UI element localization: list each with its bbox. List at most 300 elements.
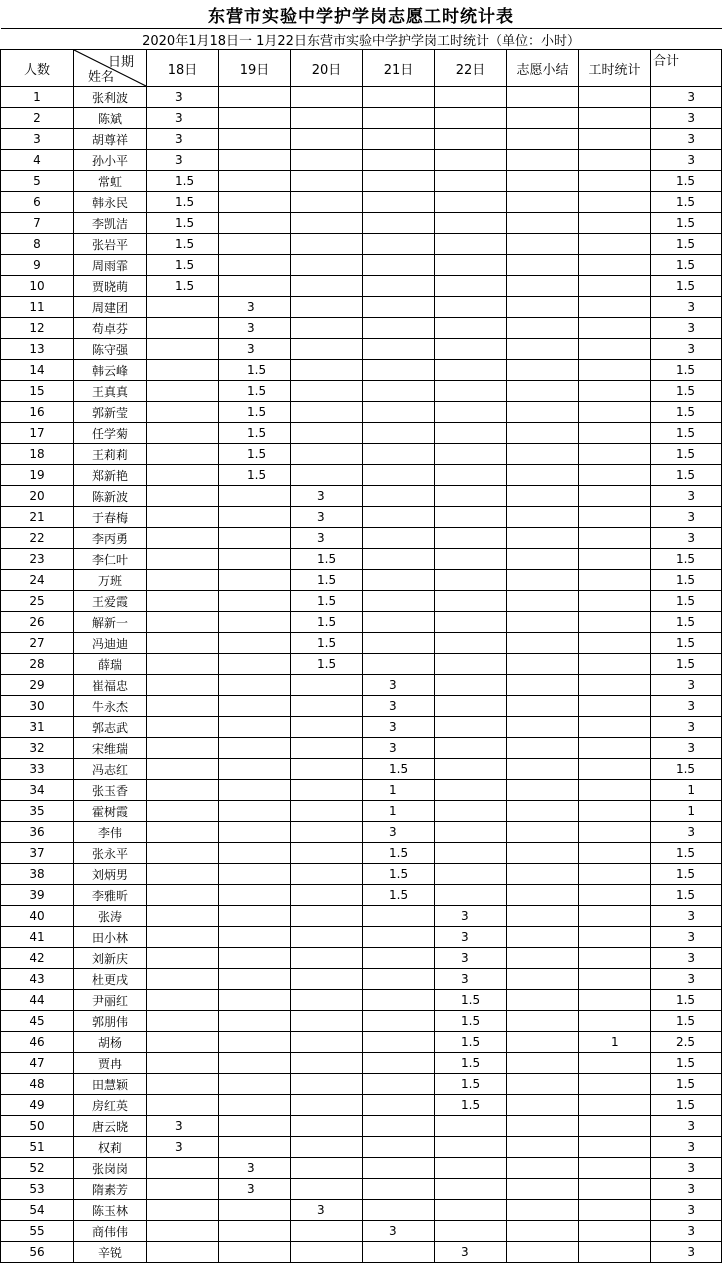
cell-summary	[507, 528, 579, 549]
cell-d18	[147, 1158, 219, 1179]
cell-d22	[435, 528, 507, 549]
cell-d21	[363, 1116, 435, 1137]
cell-hours	[579, 486, 651, 507]
cell-d21: 3	[363, 717, 435, 738]
cell-d20	[291, 171, 363, 192]
cell-d18	[147, 444, 219, 465]
cell-d22	[435, 1158, 507, 1179]
cell-d22	[435, 759, 507, 780]
row-name: 刘新庆	[74, 948, 147, 969]
cell-hours	[579, 1200, 651, 1221]
cell-d20	[291, 129, 363, 150]
cell-hours	[579, 927, 651, 948]
cell-d20: 1.5	[291, 612, 363, 633]
row-index: 13	[1, 339, 74, 360]
cell-d19	[219, 696, 291, 717]
row-name: 贾冉	[74, 1053, 147, 1074]
table-row	[1, 801, 722, 822]
cell-d21	[363, 423, 435, 444]
cell-d19	[219, 948, 291, 969]
cell-d18	[147, 843, 219, 864]
table-row	[1, 150, 722, 171]
cell-d18	[147, 1200, 219, 1221]
row-name: 张永平	[74, 843, 147, 864]
row-index: 28	[1, 654, 74, 675]
cell-d22	[435, 801, 507, 822]
cell-d20	[291, 318, 363, 339]
cell-hours	[579, 1179, 651, 1200]
cell-d22	[435, 486, 507, 507]
cell-hours	[579, 570, 651, 591]
table-row	[1, 822, 722, 843]
cell-d22	[435, 675, 507, 696]
cell-hours	[579, 402, 651, 423]
cell-total: 1.5	[651, 591, 722, 612]
cell-d18	[147, 654, 219, 675]
cell-summary	[507, 255, 579, 276]
cell-d22: 1.5	[435, 1095, 507, 1116]
cell-d19	[219, 822, 291, 843]
cell-d22	[435, 423, 507, 444]
cell-d19: 1.5	[219, 444, 291, 465]
row-name: 郭朋伟	[74, 1011, 147, 1032]
cell-d22	[435, 213, 507, 234]
cell-total: 3	[651, 129, 722, 150]
cell-hours	[579, 87, 651, 108]
cell-d18	[147, 801, 219, 822]
row-index: 56	[1, 1242, 74, 1263]
cell-summary	[507, 276, 579, 297]
cell-d21	[363, 591, 435, 612]
cell-summary	[507, 297, 579, 318]
header-d20: 20日	[291, 50, 363, 87]
cell-total: 3	[651, 339, 722, 360]
cell-d21: 1	[363, 801, 435, 822]
row-name: 韩永民	[74, 192, 147, 213]
cell-summary	[507, 885, 579, 906]
cell-summary	[507, 654, 579, 675]
cell-d18	[147, 360, 219, 381]
cell-total: 1.5	[651, 1074, 722, 1095]
cell-total: 1.5	[651, 444, 722, 465]
table-row	[1, 1053, 722, 1074]
table-row	[1, 864, 722, 885]
cell-hours	[579, 822, 651, 843]
cell-total: 3	[651, 738, 722, 759]
row-name: 陈斌	[74, 108, 147, 129]
header-name: 姓名	[88, 70, 115, 85]
cell-d22: 3	[435, 906, 507, 927]
cell-hours	[579, 864, 651, 885]
cell-d20	[291, 1032, 363, 1053]
row-name: 周雨霏	[74, 255, 147, 276]
cell-hours	[579, 255, 651, 276]
cell-d20	[291, 990, 363, 1011]
cell-d18	[147, 423, 219, 444]
row-index: 29	[1, 675, 74, 696]
cell-total: 1.5	[651, 234, 722, 255]
cell-d21	[363, 129, 435, 150]
cell-summary	[507, 1032, 579, 1053]
cell-d21: 3	[363, 675, 435, 696]
cell-hours	[579, 528, 651, 549]
table-row	[1, 885, 722, 906]
cell-d19	[219, 1242, 291, 1263]
cell-d19	[219, 654, 291, 675]
cell-d18: 3	[147, 150, 219, 171]
cell-d21: 3	[363, 696, 435, 717]
table-row	[1, 402, 722, 423]
cell-hours	[579, 591, 651, 612]
row-index: 51	[1, 1137, 74, 1158]
row-name: 陈新波	[74, 486, 147, 507]
cell-d20	[291, 234, 363, 255]
row-index: 1	[1, 87, 74, 108]
cell-d19	[219, 1053, 291, 1074]
cell-d20: 1.5	[291, 570, 363, 591]
cell-d19: 3	[219, 339, 291, 360]
cell-d18: 3	[147, 129, 219, 150]
cell-total: 3	[651, 108, 722, 129]
cell-summary	[507, 360, 579, 381]
cell-total: 3	[651, 87, 722, 108]
header-hours: 工时统计	[579, 50, 651, 87]
cell-hours	[579, 612, 651, 633]
cell-total: 1.5	[651, 612, 722, 633]
cell-hours	[579, 1221, 651, 1242]
header-index: 人数	[1, 50, 74, 87]
cell-d18	[147, 1179, 219, 1200]
cell-d20	[291, 717, 363, 738]
cell-d18	[147, 549, 219, 570]
cell-total: 3	[651, 318, 722, 339]
cell-d20: 1.5	[291, 591, 363, 612]
cell-d22	[435, 255, 507, 276]
table-row	[1, 738, 722, 759]
cell-d21	[363, 171, 435, 192]
row-name: 辛锐	[74, 1242, 147, 1263]
cell-hours	[579, 192, 651, 213]
row-name: 田小林	[74, 927, 147, 948]
table-row	[1, 297, 722, 318]
row-name: 陈守强	[74, 339, 147, 360]
table-row	[1, 1242, 722, 1263]
cell-d18	[147, 1074, 219, 1095]
cell-d19: 3	[219, 297, 291, 318]
row-name: 张玉香	[74, 780, 147, 801]
table-row	[1, 444, 722, 465]
row-name: 牛永杰	[74, 696, 147, 717]
cell-total: 1	[651, 801, 722, 822]
row-index: 48	[1, 1074, 74, 1095]
table-row	[1, 507, 722, 528]
cell-d20	[291, 738, 363, 759]
cell-d22	[435, 381, 507, 402]
cell-d19	[219, 1221, 291, 1242]
cell-d21	[363, 192, 435, 213]
cell-hours	[579, 276, 651, 297]
cell-summary	[507, 171, 579, 192]
row-name: 于春梅	[74, 507, 147, 528]
row-name: 郭志武	[74, 717, 147, 738]
row-index: 44	[1, 990, 74, 1011]
row-name: 杜更戌	[74, 969, 147, 990]
cell-hours	[579, 444, 651, 465]
cell-d18	[147, 528, 219, 549]
row-name: 张利波	[74, 87, 147, 108]
cell-hours	[579, 1011, 651, 1032]
row-name: 苟卓芬	[74, 318, 147, 339]
row-index: 27	[1, 633, 74, 654]
table-row	[1, 318, 722, 339]
cell-d20	[291, 948, 363, 969]
cell-d22	[435, 108, 507, 129]
table-row	[1, 906, 722, 927]
cell-total: 1.5	[651, 654, 722, 675]
cell-summary	[507, 927, 579, 948]
cell-d18	[147, 780, 219, 801]
table-row	[1, 234, 722, 255]
row-index: 2	[1, 108, 74, 129]
cell-d19: 1.5	[219, 423, 291, 444]
cell-hours	[579, 465, 651, 486]
cell-d21	[363, 234, 435, 255]
table-row	[1, 1179, 722, 1200]
row-index: 18	[1, 444, 74, 465]
row-name: 唐云晓	[74, 1116, 147, 1137]
cell-d18	[147, 1242, 219, 1263]
cell-hours	[579, 507, 651, 528]
cell-d20: 1.5	[291, 549, 363, 570]
row-name: 周建团	[74, 297, 147, 318]
cell-d20	[291, 843, 363, 864]
row-name: 郭新莹	[74, 402, 147, 423]
cell-summary	[507, 1158, 579, 1179]
table-row	[1, 969, 722, 990]
cell-summary	[507, 444, 579, 465]
row-name: 权莉	[74, 1137, 147, 1158]
cell-total: 1.5	[651, 381, 722, 402]
row-name: 崔福忠	[74, 675, 147, 696]
cell-d18	[147, 864, 219, 885]
row-index: 25	[1, 591, 74, 612]
cell-d19	[219, 885, 291, 906]
cell-d18	[147, 570, 219, 591]
row-name: 李凯洁	[74, 213, 147, 234]
row-index: 30	[1, 696, 74, 717]
cell-d22	[435, 465, 507, 486]
cell-total: 3	[651, 1116, 722, 1137]
cell-d18	[147, 948, 219, 969]
row-name: 霍树霞	[74, 801, 147, 822]
cell-summary	[507, 1242, 579, 1263]
row-name: 王爱霞	[74, 591, 147, 612]
cell-d18	[147, 885, 219, 906]
cell-d21: 1.5	[363, 885, 435, 906]
cell-total: 1.5	[651, 423, 722, 444]
cell-d19	[219, 1137, 291, 1158]
cell-summary	[507, 1137, 579, 1158]
cell-d20	[291, 1179, 363, 1200]
cell-d22	[435, 444, 507, 465]
cell-hours	[579, 1074, 651, 1095]
cell-d21	[363, 276, 435, 297]
cell-d20	[291, 675, 363, 696]
cell-summary	[507, 759, 579, 780]
cell-d19: 3	[219, 1179, 291, 1200]
cell-hours	[579, 738, 651, 759]
cell-d19	[219, 1032, 291, 1053]
cell-total: 3	[651, 1158, 722, 1179]
cell-d20	[291, 465, 363, 486]
cell-total: 3	[651, 696, 722, 717]
table-row	[1, 171, 722, 192]
row-index: 42	[1, 948, 74, 969]
cell-hours	[579, 1137, 651, 1158]
table-row	[1, 696, 722, 717]
cell-d19	[219, 633, 291, 654]
table-row	[1, 570, 722, 591]
row-index: 9	[1, 255, 74, 276]
cell-d22	[435, 297, 507, 318]
cell-d21	[363, 906, 435, 927]
cell-d18: 3	[147, 87, 219, 108]
cell-d22	[435, 654, 507, 675]
row-name: 贾晓萌	[74, 276, 147, 297]
cell-d22	[435, 591, 507, 612]
cell-d21: 1.5	[363, 843, 435, 864]
cell-d18: 1.5	[147, 213, 219, 234]
cell-total: 3	[651, 675, 722, 696]
row-index: 41	[1, 927, 74, 948]
cell-d19	[219, 150, 291, 171]
row-index: 38	[1, 864, 74, 885]
table-row	[1, 1221, 722, 1242]
cell-d22	[435, 864, 507, 885]
cell-d20	[291, 150, 363, 171]
row-index: 12	[1, 318, 74, 339]
cell-total: 1.5	[651, 255, 722, 276]
cell-d22: 1.5	[435, 1074, 507, 1095]
row-index: 32	[1, 738, 74, 759]
cell-d20	[291, 927, 363, 948]
table-row	[1, 108, 722, 129]
cell-d21	[363, 108, 435, 129]
cell-summary	[507, 570, 579, 591]
cell-hours: 1	[579, 1032, 651, 1053]
row-index: 37	[1, 843, 74, 864]
cell-d18	[147, 507, 219, 528]
cell-d19	[219, 780, 291, 801]
cell-summary	[507, 486, 579, 507]
cell-d22	[435, 1200, 507, 1221]
cell-d21	[363, 570, 435, 591]
row-index: 21	[1, 507, 74, 528]
row-index: 45	[1, 1011, 74, 1032]
row-index: 16	[1, 402, 74, 423]
cell-d22	[435, 150, 507, 171]
cell-d19	[219, 717, 291, 738]
row-name: 韩云峰	[74, 360, 147, 381]
cell-hours	[579, 948, 651, 969]
table-row	[1, 990, 722, 1011]
cell-d21: 3	[363, 738, 435, 759]
cell-d20	[291, 1074, 363, 1095]
row-index: 47	[1, 1053, 74, 1074]
cell-hours	[579, 1095, 651, 1116]
cell-d20	[291, 1011, 363, 1032]
table-row	[1, 192, 722, 213]
row-index: 31	[1, 717, 74, 738]
cell-d19	[219, 759, 291, 780]
cell-d22: 3	[435, 1242, 507, 1263]
cell-d21	[363, 444, 435, 465]
cell-d18	[147, 696, 219, 717]
row-index: 55	[1, 1221, 74, 1242]
header-date: 日期	[107, 55, 134, 70]
cell-d22	[435, 339, 507, 360]
cell-summary	[507, 633, 579, 654]
cell-d18	[147, 927, 219, 948]
cell-summary	[507, 822, 579, 843]
cell-summary	[507, 1221, 579, 1242]
table-row	[1, 1137, 722, 1158]
table-row	[1, 528, 722, 549]
cell-d21: 3	[363, 822, 435, 843]
cell-total: 3	[651, 906, 722, 927]
row-index: 4	[1, 150, 74, 171]
row-index: 50	[1, 1116, 74, 1137]
row-index: 8	[1, 234, 74, 255]
cell-d21	[363, 1158, 435, 1179]
cell-d20	[291, 1242, 363, 1263]
row-name: 房红英	[74, 1095, 147, 1116]
cell-d22	[435, 612, 507, 633]
cell-d21	[363, 654, 435, 675]
cell-d19	[219, 213, 291, 234]
cell-d18	[147, 1053, 219, 1074]
row-index: 20	[1, 486, 74, 507]
cell-d22	[435, 549, 507, 570]
cell-d19	[219, 843, 291, 864]
cell-hours	[579, 213, 651, 234]
row-index: 24	[1, 570, 74, 591]
cell-d21	[363, 1242, 435, 1263]
cell-hours	[579, 885, 651, 906]
cell-d18	[147, 633, 219, 654]
row-name: 胡杨	[74, 1032, 147, 1053]
row-index: 43	[1, 969, 74, 990]
cell-total: 3	[651, 297, 722, 318]
row-name: 尹丽红	[74, 990, 147, 1011]
cell-d19	[219, 675, 291, 696]
row-name: 孙小平	[74, 150, 147, 171]
cell-d20: 1.5	[291, 633, 363, 654]
cell-d22	[435, 885, 507, 906]
cell-d19	[219, 927, 291, 948]
cell-d19	[219, 1095, 291, 1116]
cell-total: 1.5	[651, 990, 722, 1011]
cell-d20: 3	[291, 507, 363, 528]
row-name: 冯迪迪	[74, 633, 147, 654]
cell-d21: 1.5	[363, 759, 435, 780]
cell-total: 3	[651, 1179, 722, 1200]
cell-hours	[579, 129, 651, 150]
cell-d20	[291, 360, 363, 381]
cell-d21	[363, 1074, 435, 1095]
cell-summary	[507, 1053, 579, 1074]
row-name: 常虹	[74, 171, 147, 192]
